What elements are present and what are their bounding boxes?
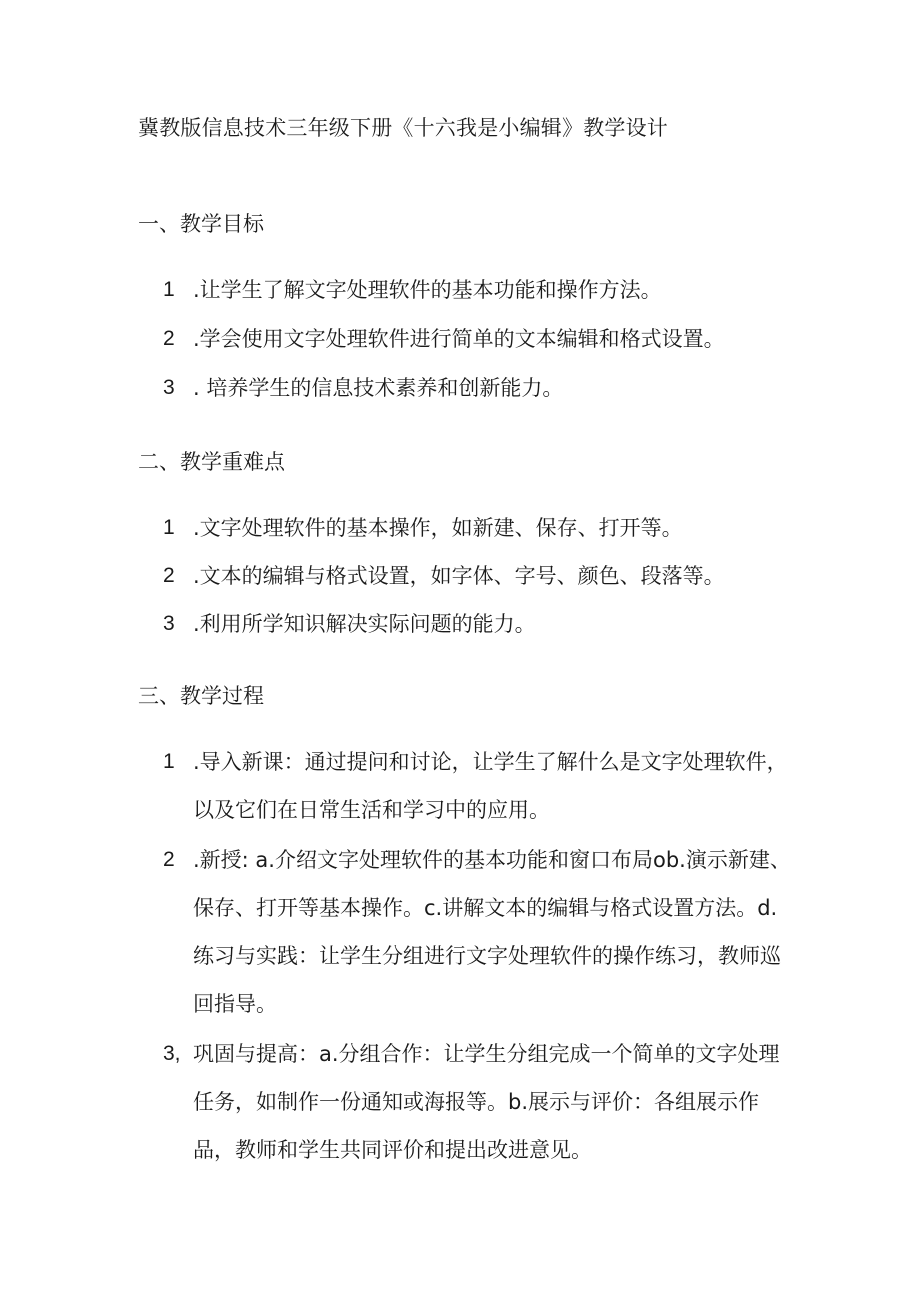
item-text: .学会使用文字处理软件进行简单的文本编辑和格式设置。: [193, 327, 725, 351]
item-text: . 培养学生的信息技术素养和创新能力。: [193, 376, 564, 400]
section-heading-goals: 一、教学目标: [138, 212, 264, 236]
list-item: [163, 364, 793, 412]
item-text: .新授: a.介绍文字处理软件的基本功能和窗口布局ob.演示新建、保存、打开等基本操作。c.讲解文本的编辑与格式设置方法。d.练习与实践：让学生分组进行文字处理软件的操作练习，教师巡回指导。: [193, 848, 791, 1016]
item-number: 2: [163, 564, 175, 587]
document-title: 冀教版信息技术三年级下册《十六我是小编辑》教学设计: [138, 116, 668, 140]
item-text: 巩固与提高：a.分组合作：让学生分组完成一个简单的文字处理任务，如制作一份通知或海报等。b.展示与评价：各组展示作品，教师和学生共同评价和提出改进意见。: [193, 1042, 780, 1162]
item-number: 1: [163, 750, 175, 773]
list-item: [163, 738, 793, 834]
list-item: [163, 552, 793, 600]
item-text: .利用所学知识解决实际问题的能力。: [193, 612, 536, 636]
item-number: 1: [163, 516, 175, 539]
item-number: 3: [163, 376, 175, 399]
list-item: [163, 836, 793, 1028]
section-heading-key-points: 二、教学重难点: [138, 450, 285, 474]
list-item: [163, 315, 793, 363]
section-heading-process: 三、教学过程: [138, 684, 264, 708]
item-number: 1: [163, 278, 175, 301]
list-item: [163, 1030, 793, 1174]
item-text: .文字处理软件的基本操作，如新建、保存、打开等。: [193, 516, 683, 540]
item-text: .文本的编辑与格式设置，如字体、字号、颜色、段落等。: [193, 564, 725, 588]
list-item: [163, 600, 793, 648]
item-number: 3: [163, 612, 175, 635]
item-text: .导入新课：通过提问和讨论，让学生了解什么是文字处理软件，以及它们在日常生活和学习中的应用。: [193, 750, 788, 822]
item-number: 3,: [163, 1042, 181, 1065]
list-item: [163, 266, 793, 314]
item-number: 2: [163, 327, 175, 350]
item-text: .让学生了解文字处理软件的基本功能和操作方法。: [193, 278, 662, 302]
list-item: [163, 504, 793, 552]
item-number: 2: [163, 848, 175, 871]
